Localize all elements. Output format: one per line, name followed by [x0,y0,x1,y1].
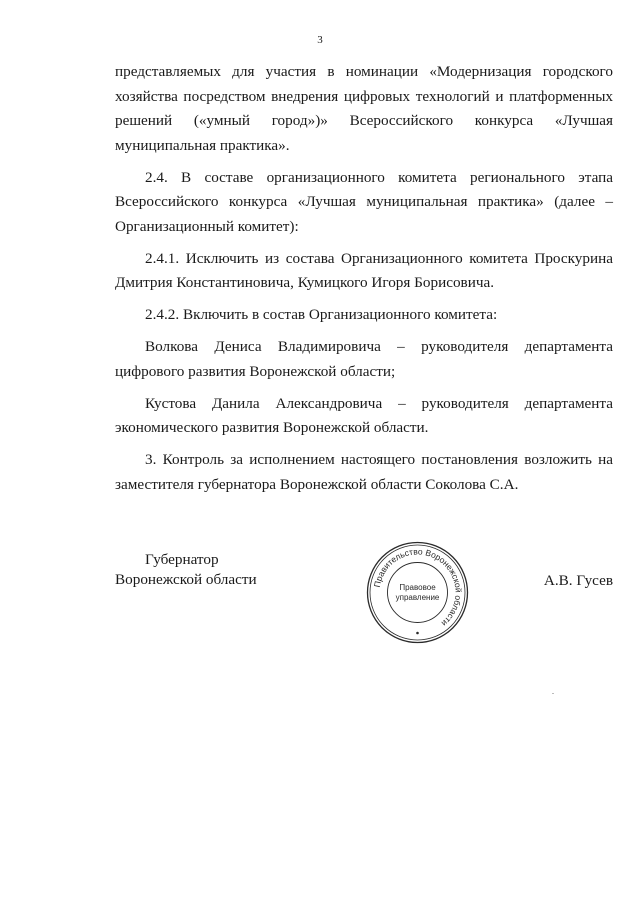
signatory-title [115,550,257,590]
seal-star-dot [416,632,419,635]
paragraph-volkov: Волкова Дениса Владимировича – руководителя департамента цифрового развития Воронежской области; [115,338,613,380]
paragraph-3-control: 3. Контроль за исполнением настоящего постановления возложить на заместителя губернатора Воронежской области Соколова С.А. [115,451,613,493]
paragraph-2-4: 2.4. В составе организационного комитета регионального этапа Всероссийского конкурса «Лучшая муниципальная практика» (далее – Организационный комитет): [115,168,613,235]
official-seal [365,540,470,645]
paragraph-2-4-2: 2.4.2. Включить в состав Организационного комитета: [145,306,498,323]
paragraph-nomination: представляемых для участия в номинации «Модернизация городского хозяйства посредством внедрения цифровых технологий и платформенных решений («умный город»)» Всероссийского конкурса «Лучшая муниципальная практика». [115,63,613,154]
seal-ring-text: Правительство Воронежской области [371,546,464,629]
page-number: 3 [317,34,323,46]
scan-speck [552,693,554,694]
seal-center-line2: управление [395,593,440,602]
signatory-name: А.В. Гусев [543,572,613,589]
paragraph-2-4-1: 2.4.1. Исключить из состава Организационного комитета Проскурина Дмитрия Константиновича, Кумицкого Игоря Борисовича. [115,249,613,291]
seal-center-line1: Правовое [399,583,436,592]
document-body [115,60,613,505]
signature-block [115,540,613,640]
signatory-title-line2: Воронежской области [115,571,257,588]
signatory-title-line1: Губернатор [145,551,219,568]
paragraph-kustov: Кустова Данила Александровича – руководителя департамента экономического развития Воронежской области. [115,394,613,436]
